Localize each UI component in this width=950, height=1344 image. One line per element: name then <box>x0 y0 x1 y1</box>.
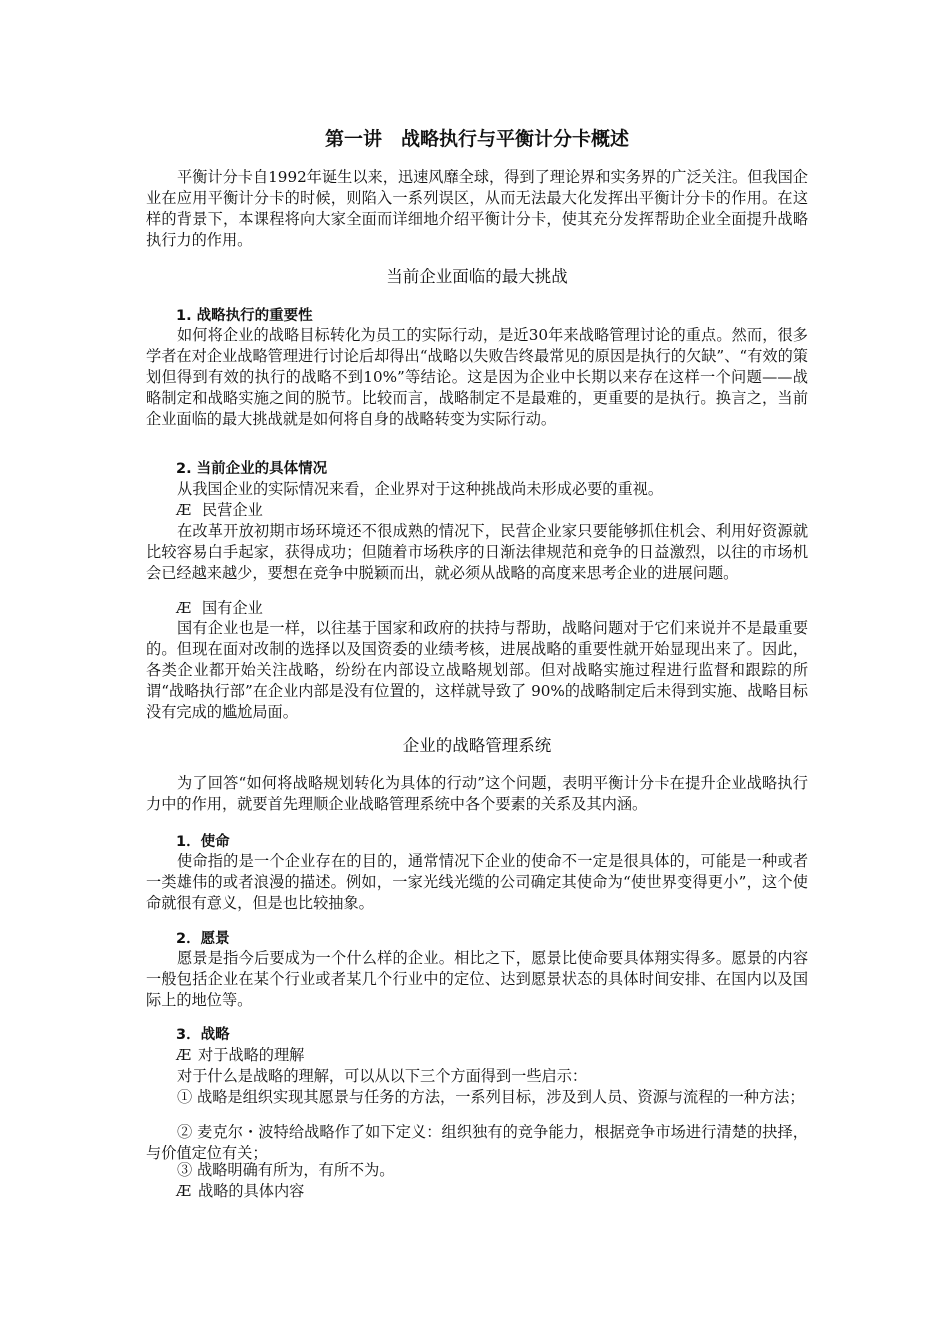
strategy-point-2: ② 麦克尔・波特给战略作了如下定义：组织独有的竞争能力，根据竞争市场进行清楚的抉择，与价值定位有关； <box>146 1123 808 1162</box>
subheading-execution-importance: 1. 战略执行的重要性 <box>176 308 313 324</box>
subheading-vision: 2．愿景 <box>176 931 230 947</box>
execution-importance-paragraph: 如何将企业的战略目标转化为员工的实际行动，是近30年来战略管理讨论的重点。然而，很多学者在对企业战略管理进行讨论后却得出“战略以失败告终最常见的原因是执行的欠缺”、“有效的策划但得到有效的执行的战略不到10%”等结论。这是因为企业中长期以来存在这样一个问题——战略制定和战略实施之间的脱节。比较而言，战略制定不是最难的，更重要的是执行。换言之，当前企业面临的最大挑战就是如何将自身的战略转变为实际行动。 <box>146 326 808 428</box>
section-heading-challenge: 当前企业面临的最大挑战 <box>386 267 568 286</box>
bullet-mark: Æ <box>176 1046 192 1064</box>
section-heading-strategy-system: 企业的战略管理系统 <box>402 736 552 755</box>
bullet-mark: Æ <box>176 501 192 519</box>
mission-paragraph: 使命指的是一个企业存在的目的，通常情况下企业的使命不一定是很具体的，可能是一种或者一类雄伟的或者浪漫的描述。例如，一家光线光缆的公司确定其使命为“使世界变得更小”，这个使命就很有意义，但是也比较抽象。 <box>146 852 808 912</box>
bullet-label: 国有企业 <box>202 599 263 617</box>
bullet-label: 民营企业 <box>202 501 263 519</box>
strategy-understanding-intro: 对于什么是战略的理解，可以从以下三个方面得到一些启示： <box>177 1067 588 1085</box>
bullet-mark: Æ <box>176 1182 192 1200</box>
bullet-state-enterprise <box>176 598 263 619</box>
private-enterprise-paragraph: 在改革开放初期市场环境还不很成熟的情况下，民营企业家只要能够抓住机会、利用好资源就比较容易白手起家，获得成功；但随着市场秩序的日渐法律规范和竞争的日益激烈，以往的市场机会已经越来越少，要想在竞争中脱颖而出，就必须从战略的高度来思考企业的进展问题。 <box>146 522 808 582</box>
bullet-strategy-understanding <box>176 1045 304 1066</box>
subheading-strategy: 3．战略 <box>176 1027 230 1043</box>
strategy-point-3: ③ 战略明确有所为，有所不为。 <box>177 1161 395 1179</box>
strategy-system-paragraph: 为了回答“如何将战略规划转化为具体的行动”这个问题，表明平衡计分卡在提升企业战略执行力中的作用，就要首先理顺企业战略管理系统中各个要素的关系及其内涵。 <box>146 774 808 813</box>
vision-paragraph: 愿景是指今后要成为一个什么样的企业。相比之下，愿景比使命要具体翔实得多。愿景的内容一般包括企业在某个行业或者某几个行业中的定位、达到愿景状态的具体时间安排、在国内以及国际上的地位等。 <box>146 949 808 1009</box>
bullet-mark: Æ <box>176 599 192 617</box>
state-enterprise-paragraph: 国有企业也是一样，以往基于国家和政府的扶持与帮助，战略问题对于它们来说并不是最重要的。但现在面对改制的选择以及国资委的业绩考核，进展战略的重要性就开始显现出来了。因此，各类企业都开始关注战略，纷纷在内部设立战略规划部。但对战略实施过程进行监督和跟踪的所谓“战略执行部”在企业内部是没有位置的，这样就导致了 90%的战略制定后未得到实施、战略目标没有完成的尴尬局面。 <box>146 619 808 721</box>
page-title: 第一讲 战略执行与平衡计分卡概述 <box>324 128 629 150</box>
intro-paragraph: 平衡计分卡自1992年诞生以来，迅速风靡全球，得到了理论界和实务界的广泛关注。但我国企业在应用平衡计分卡的时候，则陷入一系列误区，从而无法最大化发挥出平衡计分卡的作用。在这样的背景下，本课程将向大家全面而详细地介绍平衡计分卡，使其充分发挥帮助企业全面提升战略执行力的作用。 <box>146 168 808 249</box>
subheading-mission: 1．使命 <box>176 834 230 850</box>
enterprise-situation-line: 从我国企业的实际情况来看，企业界对于这种挑战尚未形成必要的重视。 <box>177 480 663 498</box>
strategy-point-1: ① 战略是组织实现其愿景与任务的方法，一系列目标，涉及到人员、资源与流程的一种方法； <box>177 1088 805 1106</box>
bullet-private-enterprise <box>176 500 263 521</box>
subheading-enterprise-situation: 2. 当前企业的具体情况 <box>176 461 328 477</box>
bullet-label: 对于战略的理解 <box>198 1046 305 1064</box>
bullet-strategy-content <box>176 1181 304 1202</box>
bullet-label: 战略的具体内容 <box>198 1182 305 1200</box>
